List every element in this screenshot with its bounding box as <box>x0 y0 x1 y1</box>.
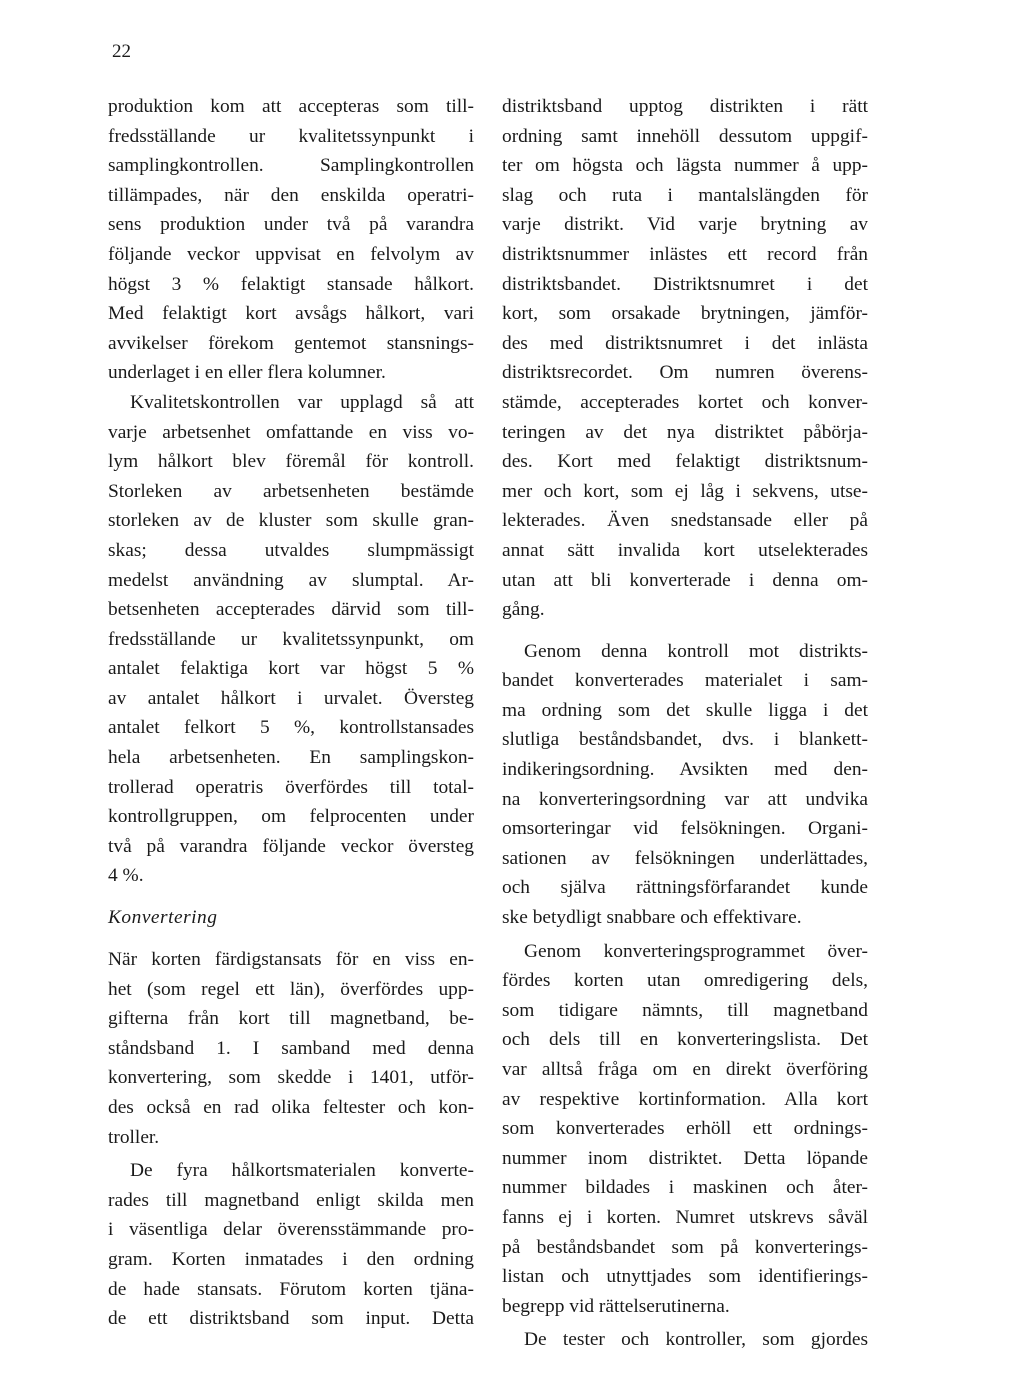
text-line: des också en rad olika feltester och kon- <box>108 1097 474 1118</box>
text-line: skas; dessa utvaldes slumpmässigt <box>108 539 474 561</box>
text-line: begrepp vid rättelserutinerna. <box>502 1295 730 1317</box>
text-line: trollerad operatris överfördes till total- <box>108 776 474 798</box>
text-line: kort, som orsakade brytningen, jämför- <box>502 303 868 325</box>
text-line: samplingkontrollen. Samplingkontrollen <box>108 155 474 177</box>
text-line: i väsentliga delar överensstämmande pro- <box>108 1219 474 1241</box>
paragraph <box>502 92 868 625</box>
text-line: sationen av felsökningen underlättades, <box>502 847 868 869</box>
text-line: nummer bildades i maskinen och åter- <box>502 1177 868 1199</box>
text-line: När korten färdigstansats för en viss en- <box>108 949 474 971</box>
text-line: medelst användning av slumptal. Ar- <box>108 569 474 591</box>
text-line: hela arbetsenheten. En samplingskon- <box>108 747 474 769</box>
text-line: antalet felaktiga kort var högst 5 % <box>108 658 474 680</box>
section-heading: Konvertering <box>108 907 218 929</box>
text-line: distriktsbandet. Distriktsnumret i det <box>502 273 868 295</box>
text-line: som tidigare nämnts, till magnetband <box>502 999 868 1021</box>
text-line: des. Kort med felaktigt distriktsnum- <box>502 451 868 473</box>
text-line: nummer inom distriktet. Detta löpande <box>502 1147 868 1169</box>
text-line: underlaget i en eller flera kolumner. <box>108 362 386 384</box>
text-line: gifterna från kort till magnetband, be- <box>108 1008 474 1030</box>
text-line: annat sätt invalida kort utselekterades <box>502 539 868 561</box>
paragraph <box>108 945 474 1152</box>
text-line: produktion kom att accepteras som till- <box>108 96 474 117</box>
text-line: stämde, accepterades kortet och konver- <box>502 391 868 413</box>
text-line: distriktsrecordet. Om numren överens- <box>502 362 868 384</box>
text-line: gång. <box>502 599 545 621</box>
text-line: fredsställande ur kvalitetssynpunkt i <box>108 125 474 147</box>
text-line: troller. <box>108 1126 160 1148</box>
text-line: distriktsnummer inlästes ett record från <box>502 243 868 265</box>
text-line: bandet konverterades materialet i sam- <box>502 670 868 692</box>
text-line: gram. Korten inmatades i den ordning <box>108 1248 474 1270</box>
text-line: följande veckor uppvisat en felvolym av <box>108 243 474 265</box>
spacer <box>502 625 868 637</box>
text-line: rades till magnetband enligt skilda men <box>108 1189 474 1211</box>
text-line: listan och utnyttjades som identifierings- <box>502 1266 868 1288</box>
text-line: Storleken av arbetsenheten bestämde <box>108 480 474 502</box>
text-line: De fyra hålkortsmaterialen konverte- <box>130 1160 474 1182</box>
text-line: avvikelser förekom gentemot stansnings- <box>108 332 474 354</box>
spacer <box>108 891 474 903</box>
text-line: de hade stansats. Förutom korten tjäna- <box>108 1278 474 1300</box>
text-line: högst 3 % felaktigt stansade hålkort. <box>108 273 474 295</box>
text-line: Kvalitetskontrollen var upplagd så att <box>130 391 474 413</box>
text-line: storleken av de kluster som skulle gran- <box>108 510 474 532</box>
text-line: fanns ej i korten. Numret utskrevs såväl <box>502 1206 868 1228</box>
text-line: ordning samt innehöll dessutom uppgif- <box>502 125 868 147</box>
right-column <box>502 92 868 1355</box>
text-line: betsenheten accepterades därvid som till- <box>108 599 474 621</box>
text-line: sens produktion under två på varandra <box>108 214 474 236</box>
text-line: av antalet hålkort i urvalet. Översteg <box>108 687 474 709</box>
text-line: ter om högsta och lägsta nummer å upp- <box>502 155 868 177</box>
text-line: Genom konverteringsprogrammet över- <box>524 940 868 962</box>
spacer <box>108 933 474 945</box>
paragraph <box>108 1156 474 1334</box>
text-line: fördes korten utan omredigering dels, <box>502 970 868 992</box>
text-line: slutliga beståndsbandet, dvs. i blankett- <box>502 729 868 751</box>
text-line: ståndsband 1. I samband med denna <box>108 1037 474 1059</box>
text-line: tillämpades, när den enskilda operatri- <box>108 184 474 206</box>
text-line: utan att bli konverterade i denna om- <box>502 569 868 591</box>
text-line: och dels till en konverteringslista. Det <box>502 1029 868 1051</box>
text-line: slag och ruta i mantalslängden för <box>502 184 868 206</box>
text-line: lym hålkort blev föremål för kontroll. <box>108 451 474 473</box>
page-number: 22 <box>112 41 131 62</box>
text-line: ma ordning som det skulle ligga i det <box>502 699 868 721</box>
text-line: var alltså fråga om en direkt överföring <box>502 1059 868 1080</box>
left-column <box>108 92 474 1334</box>
text-line: mer och kort, som ej låg i sekvens, utse- <box>502 480 868 502</box>
text-line: fredsställande ur kvalitetssynpunkt, om <box>108 628 474 650</box>
text-line: Genom denna kontroll mot distrikts- <box>524 640 868 662</box>
text-line: lekterades. Även snedstansade eller på <box>502 510 868 532</box>
text-line: 4 %. <box>108 865 144 887</box>
text-line: varje distrikt. Vid varje brytning av <box>502 214 868 236</box>
paragraph <box>108 92 474 388</box>
text-line: varje arbetsenhet omfattande en viss vo- <box>108 421 474 443</box>
paragraph <box>502 1325 868 1355</box>
text-line: de ett distriktsband som input. Detta <box>108 1308 474 1330</box>
text-line: två på varandra följande veckor översteg <box>108 835 474 857</box>
text-line: des med distriktsnumret i det inlästa <box>502 332 868 354</box>
text-line: het (som regel ett län), överfördes upp- <box>108 978 474 1000</box>
text-line: Med felaktigt kort avsågs hålkort, vari <box>108 303 474 325</box>
text-line: på beståndsbandet som på konverterings- <box>502 1236 868 1258</box>
paragraph <box>502 937 868 1322</box>
text-line: som konverterades erhöll ett ordnings- <box>502 1118 868 1140</box>
paragraph <box>502 637 868 933</box>
text-line: indikeringsordning. Avsikten med den- <box>502 759 868 781</box>
text-line: na konverteringsordning var att undvika <box>502 788 868 810</box>
text-line: kontrollgruppen, om felprocenten under <box>108 806 474 828</box>
text-line: av respektive kortinformation. Alla kort <box>502 1088 868 1110</box>
text-line: och själva rättningsförfarandet kunde <box>502 877 868 899</box>
text-line: teringen av det nya distriktet påbörja- <box>502 421 868 443</box>
paragraph <box>108 388 474 891</box>
text-line: ske betydligt snabbare och effektivare. <box>502 907 802 929</box>
text-line: konvertering, som skedde i 1401, utför- <box>108 1067 474 1089</box>
text-line: distriktsband upptog distrikten i rätt <box>502 96 868 117</box>
text-line: De tester och kontroller, som gjordes <box>524 1329 868 1351</box>
text-line: antalet felkort 5 %, kontrollstansades <box>108 717 474 739</box>
text-line: omsorteringar vid felsökningen. Organi- <box>502 818 868 840</box>
